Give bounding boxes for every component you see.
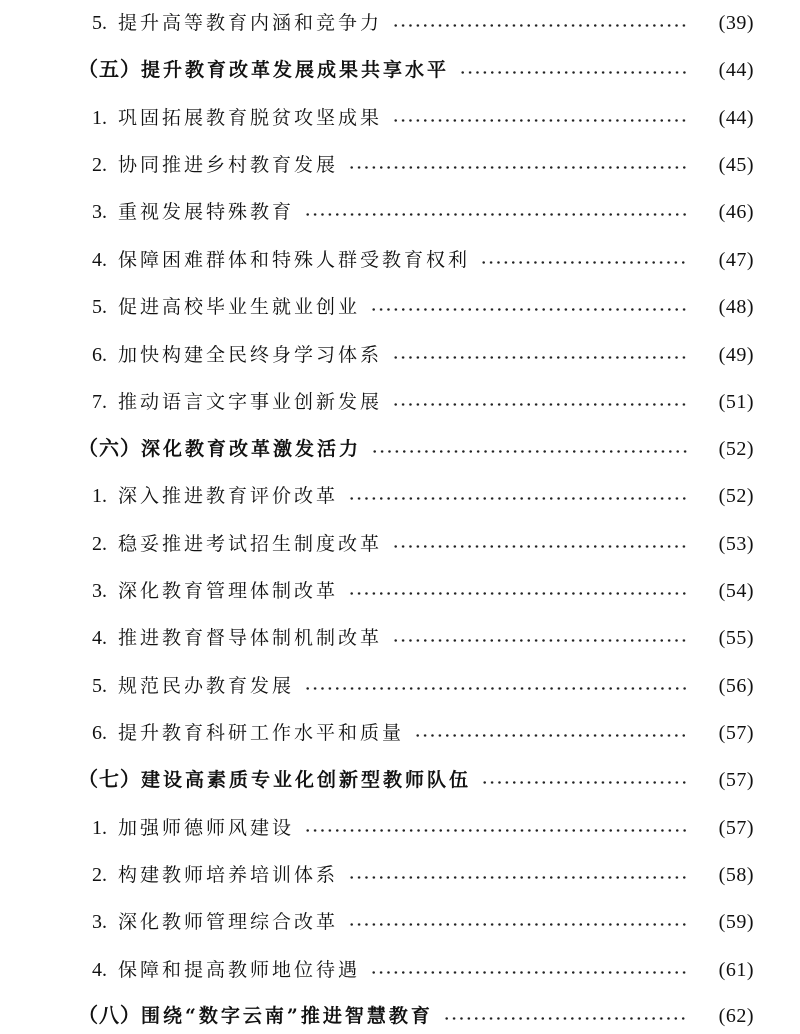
toc-entry-page: (62): [718, 1005, 754, 1027]
toc-entry-number: 3.: [92, 911, 107, 933]
toc-entry-page: (57): [718, 769, 754, 791]
toc-entry-title: 巩固拓展教育脱贫攻坚成果: [118, 107, 383, 129]
toc-entry-page: (57): [718, 722, 754, 744]
toc-section-heading[interactable]: [0, 52, 800, 88]
dot-leader: [481, 781, 688, 784]
dot-leader: [304, 687, 688, 690]
toc-entry-title: 保障困难群体和特殊人群受教育权利: [118, 249, 471, 271]
dot-leader: [392, 639, 688, 642]
toc-entry-page: (53): [718, 533, 754, 555]
toc-entry-number: 1.: [92, 107, 107, 129]
toc-entry-title: 加强师德师风建设: [118, 817, 295, 839]
toc-entry-number: 6.: [92, 344, 107, 366]
toc-entry[interactable]: [0, 526, 800, 562]
toc-entry-page: (39): [718, 12, 754, 34]
dot-leader: [459, 71, 688, 74]
toc-entry-number: 4.: [92, 627, 107, 649]
toc-entry-number: 2.: [92, 533, 107, 555]
toc-entry[interactable]: [0, 100, 800, 136]
toc-entry[interactable]: [0, 5, 800, 41]
toc-entry-page: (45): [718, 154, 754, 176]
toc-entry-page: (44): [718, 107, 754, 129]
dot-leader: [348, 923, 688, 926]
toc-entry[interactable]: [0, 194, 800, 230]
toc-entry-title: 促进高校毕业生就业创业: [118, 296, 361, 318]
dot-leader: [480, 261, 688, 264]
toc-entry-page: (51): [718, 391, 754, 413]
toc-entry-number: 1.: [92, 817, 107, 839]
dot-leader: [371, 450, 688, 453]
toc-entry-number: 6.: [92, 722, 107, 744]
toc-entry-number: 5.: [92, 12, 107, 34]
toc-entry-title: 推动语言文字事业创新发展: [118, 391, 383, 413]
dot-leader: [443, 1017, 688, 1020]
toc-entry[interactable]: [0, 715, 800, 751]
toc-entry-page: (46): [718, 201, 754, 223]
toc-entry-title: 提升教育科研工作水平和质量: [118, 722, 405, 744]
toc-entry-title: 规范民办教育发展: [118, 675, 295, 697]
toc-section-title: 建设高素质专业化创新型教师队伍: [141, 769, 472, 791]
dot-leader: [392, 24, 688, 27]
toc-entry-title: 深化教师管理综合改革: [118, 911, 339, 933]
toc-entry-page: (59): [718, 911, 754, 933]
toc-entry-title: 深化教育管理体制改革: [118, 580, 339, 602]
toc-entry[interactable]: [0, 478, 800, 514]
toc-section-title: 深化教育改革激发活力: [141, 438, 362, 460]
toc-entry[interactable]: [0, 147, 800, 183]
toc-entry-title: 保障和提高教师地位待遇: [118, 959, 361, 981]
toc-section-title: 围绕“数字云南”推进智慧教育: [141, 1005, 433, 1027]
toc-entry-number: 4.: [92, 249, 107, 271]
toc-entry-page: (56): [718, 675, 754, 697]
dot-leader: [370, 971, 688, 974]
toc-entry-title: 稳妥推进考试招生制度改革: [118, 533, 383, 555]
toc-entry[interactable]: [0, 242, 800, 278]
toc-entry[interactable]: [0, 668, 800, 704]
toc-entry[interactable]: [0, 289, 800, 325]
toc-section-number: （五）: [78, 59, 141, 81]
toc-entry-number: 7.: [92, 391, 107, 413]
dot-leader: [348, 876, 688, 879]
toc-entry[interactable]: [0, 384, 800, 420]
toc-section-number: （六）: [78, 438, 141, 460]
toc-entry-title: 重视发展特殊教育: [118, 201, 295, 223]
toc-entry[interactable]: [0, 573, 800, 609]
dot-leader: [304, 213, 688, 216]
toc-entry[interactable]: [0, 337, 800, 373]
dot-leader: [392, 356, 688, 359]
toc-entry-title: 构建教师培养培训体系: [118, 864, 339, 886]
toc-entry-page: (52): [718, 485, 754, 507]
toc-entry-number: 2.: [92, 864, 107, 886]
toc-entry-number: 1.: [92, 485, 107, 507]
toc-entry-title: 协同推进乡村教育发展: [118, 154, 339, 176]
toc-section-title: 提升教育改革发展成果共享水平: [141, 59, 450, 81]
toc-entry-number: 2.: [92, 154, 107, 176]
dot-leader: [414, 734, 688, 737]
dot-leader: [392, 403, 688, 406]
toc-entry-number: 3.: [92, 201, 107, 223]
toc-entry-page: (44): [718, 59, 754, 81]
dot-leader: [370, 308, 688, 311]
toc-entry-page: (49): [718, 344, 754, 366]
toc-entry-title: 加快构建全民终身学习体系: [118, 344, 383, 366]
dot-leader: [348, 497, 688, 500]
toc-entry-page: (61): [718, 959, 754, 981]
toc-entry[interactable]: [0, 620, 800, 656]
toc-section-number: （七）: [78, 769, 141, 791]
toc-entry-number: 3.: [92, 580, 107, 602]
toc-entry-title: 深入推进教育评价改革: [118, 485, 339, 507]
toc-entry-page: (55): [718, 627, 754, 649]
dot-leader: [348, 166, 688, 169]
toc-section-heading[interactable]: [0, 431, 800, 467]
toc-entry-page: (57): [718, 817, 754, 839]
dot-leader: [348, 592, 688, 595]
toc-section-number: （八）: [78, 1005, 141, 1027]
dot-leader: [304, 829, 688, 832]
toc-entry-page: (52): [718, 438, 754, 460]
dot-leader: [392, 545, 688, 548]
toc-entry-title: 推进教育督导体制机制改革: [118, 627, 383, 649]
toc-entry[interactable]: [0, 904, 800, 940]
toc-entry-page: (54): [718, 580, 754, 602]
toc-entry[interactable]: [0, 952, 800, 988]
toc-entry[interactable]: [0, 857, 800, 893]
toc-entry-number: 5.: [92, 296, 107, 318]
toc-entry-page: (58): [718, 864, 754, 886]
toc-section-heading[interactable]: [0, 998, 800, 1034]
toc-section-heading[interactable]: [0, 762, 800, 798]
toc-entry-page: (47): [718, 249, 754, 271]
toc-entry-number: 4.: [92, 959, 107, 981]
toc-entry-page: (48): [718, 296, 754, 318]
toc-entry-title: 提升高等教育内涵和竞争力: [118, 12, 383, 34]
dot-leader: [392, 119, 688, 122]
toc-entry[interactable]: [0, 810, 800, 846]
toc-entry-number: 5.: [92, 675, 107, 697]
